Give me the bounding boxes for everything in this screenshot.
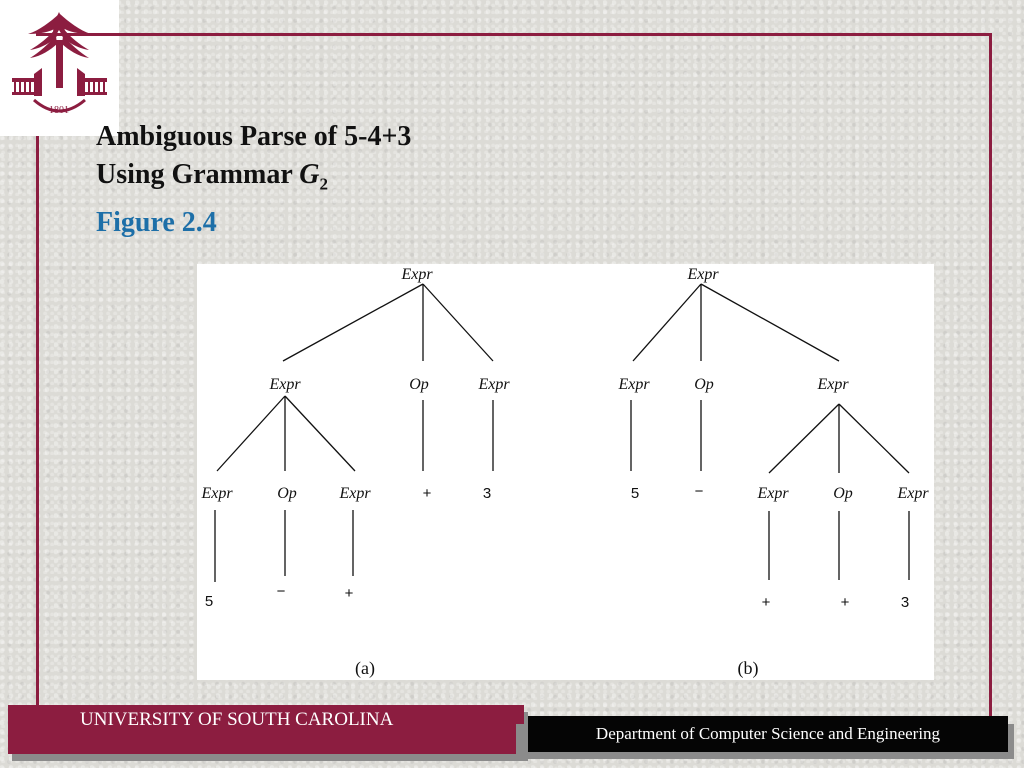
- tree-a-expr-right: Expr: [478, 376, 510, 393]
- tree-b-leaf-3: 3: [900, 594, 910, 611]
- department-banner: Department of Computer Science and Engineering: [528, 716, 1008, 752]
- tree-b-expr-right: Expr: [817, 376, 849, 393]
- tree-a-leaf-5: 5: [204, 593, 214, 610]
- title-line-2-text: Using Grammar: [96, 159, 300, 190]
- tree-a-leaf-minus: −: [276, 583, 286, 600]
- tree-a-leaf-3: 3: [482, 485, 492, 502]
- tree-b-op-r: Op: [833, 485, 853, 502]
- university-banner: UNIVERSITY OF SOUTH CAROLINA: [8, 705, 524, 754]
- tree-b-op: Op: [694, 376, 714, 393]
- parse-trees: [197, 264, 934, 680]
- tree-a-op: Op: [409, 376, 429, 393]
- tree-a-expr-ll: Expr: [201, 485, 233, 502]
- tree-b-leaf-plus: +: [761, 594, 771, 611]
- tree-b-expr-left: Expr: [618, 376, 650, 393]
- edge: [285, 396, 355, 471]
- edge: [283, 284, 423, 361]
- edge: [769, 404, 839, 473]
- tree-a-root: Expr: [401, 266, 433, 283]
- grammar-subscript: 2: [319, 174, 328, 194]
- figure-label: Figure 2.4: [96, 206, 217, 238]
- tree-a-op-l: Op: [277, 485, 297, 502]
- frame-top-border: [36, 33, 992, 36]
- tree-a-leaf-plus2: +: [344, 585, 354, 602]
- tree-b-leaf-plus2: +: [840, 594, 850, 611]
- edge: [217, 396, 285, 471]
- edge: [633, 284, 701, 361]
- frame-left-border: [36, 136, 39, 711]
- tree-a-expr-lr: Expr: [339, 485, 371, 502]
- title-line-1: Ambiguous Parse of 5-4+3: [96, 121, 412, 152]
- slide-title: [96, 118, 411, 242]
- tree-b-caption: (b): [737, 658, 759, 678]
- parse-tree-figure: [197, 264, 934, 680]
- tree-a-leaf-plus: +: [422, 485, 432, 502]
- grammar-variable: G: [299, 159, 320, 190]
- tree-a-caption: (a): [355, 658, 375, 678]
- tree-b-leaf-minus: −: [694, 483, 704, 500]
- edge: [839, 404, 909, 473]
- edge: [701, 284, 839, 361]
- frame-right-border: [989, 33, 992, 716]
- tree-b-root: Expr: [687, 266, 719, 283]
- tree-b-leaf-5: 5: [630, 485, 640, 502]
- tree-a-edges: [215, 284, 493, 582]
- tree-b-edges: [631, 284, 909, 580]
- university-logo: [0, 0, 119, 136]
- tree-b-expr-rl: Expr: [757, 485, 789, 502]
- palmetto-tree-icon: [0, 0, 119, 136]
- tree-a-expr-left: Expr: [269, 376, 301, 393]
- edge: [423, 284, 493, 361]
- title-line-2: [96, 156, 411, 204]
- logo-year: 1801: [49, 105, 69, 116]
- tree-b-expr-rr: Expr: [897, 485, 929, 502]
